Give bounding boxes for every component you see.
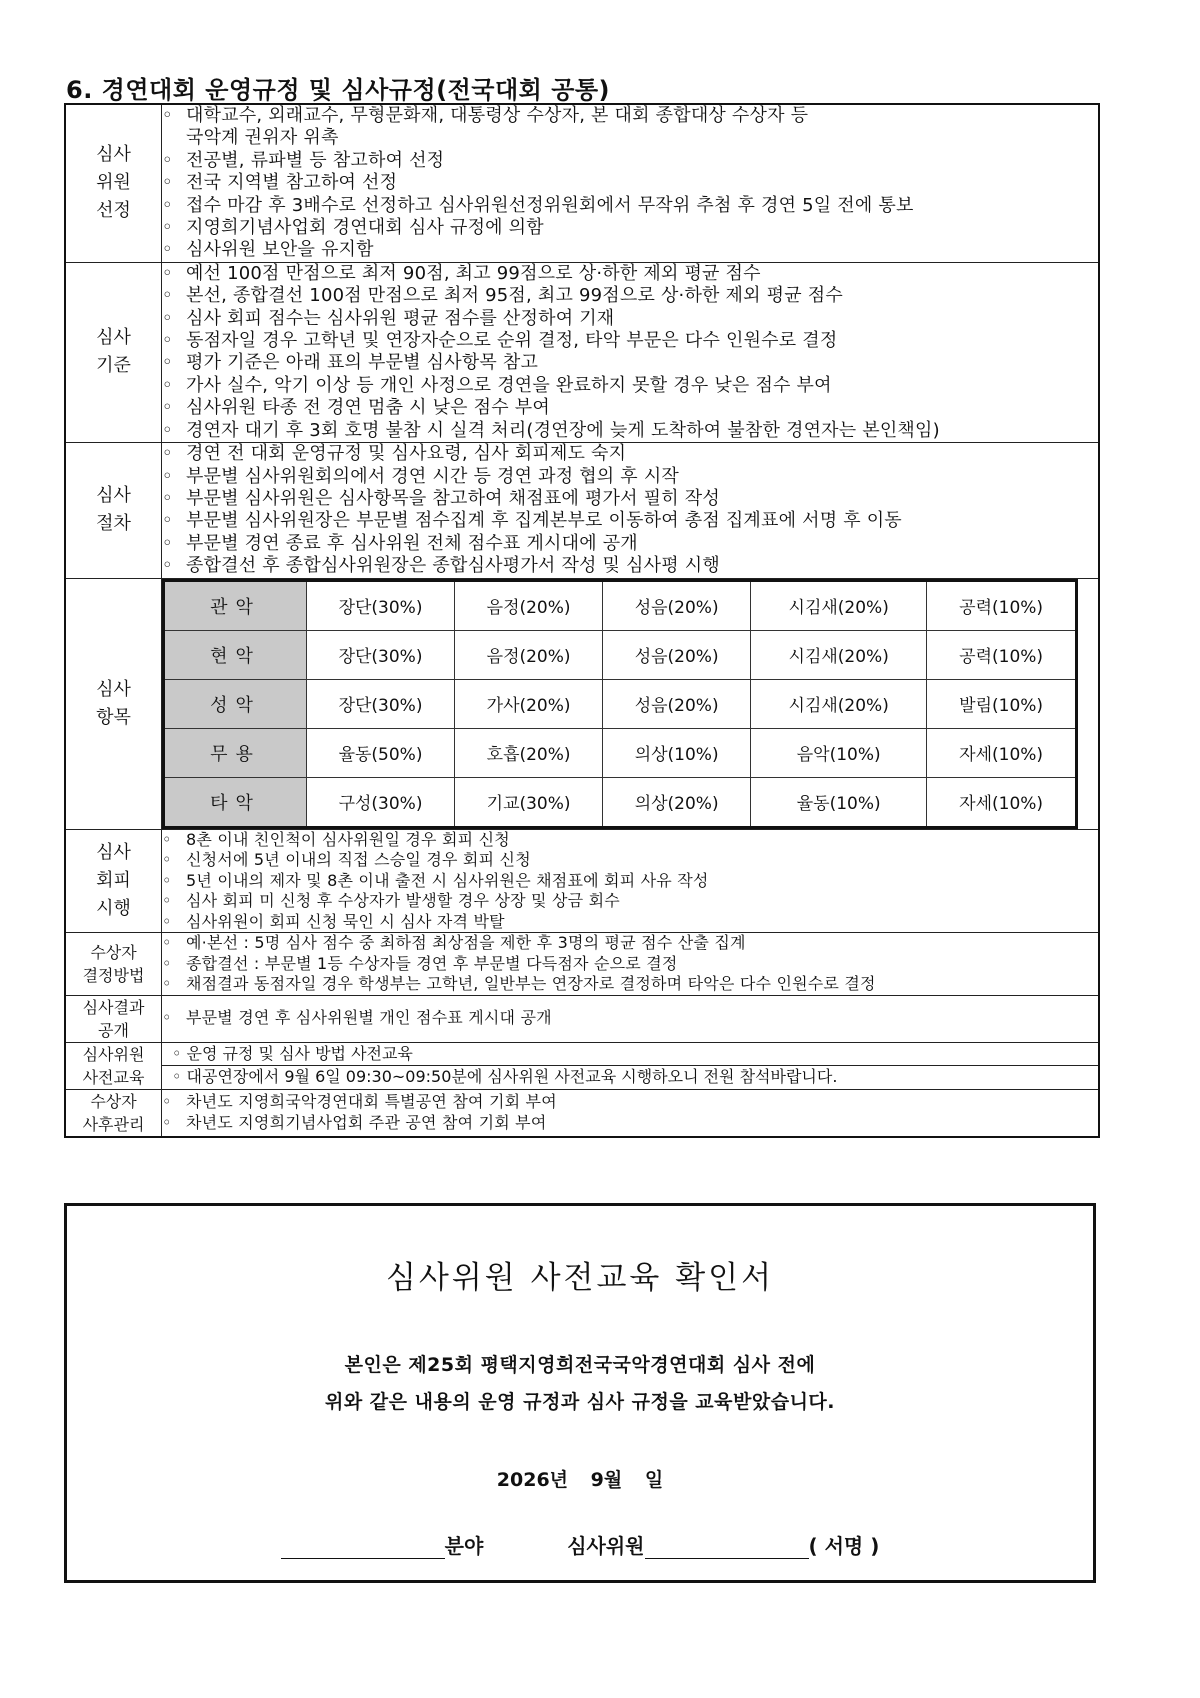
bullet-mark: ◦ bbox=[162, 532, 173, 554]
bullet-mark: ◦ bbox=[162, 953, 172, 973]
confirmation-title: 심사위원 사전교육 확인서 bbox=[385, 1260, 775, 1296]
bullet-item: ◦ 심사위원이 회피 신청 묵인 시 심사 자격 박탈 bbox=[162, 911, 505, 931]
row-label: 심사위원 사전교육 bbox=[65, 1042, 162, 1089]
score-items-table bbox=[162, 579, 1078, 829]
training-item: ◦ 운영 규정 및 심사 방법 사전교육 bbox=[172, 1044, 413, 1064]
procedure-row bbox=[65, 443, 1099, 578]
bullet-list bbox=[162, 933, 1098, 995]
score-row bbox=[164, 777, 1077, 827]
category-cell: 관악 bbox=[164, 580, 307, 630]
bullet-item: ◦ 5년 이내의 제자 및 8촌 이내 출전 시 심사위원은 채점표에 회피 사유 작성 bbox=[162, 870, 709, 890]
training-item: ◦ 대공연장에서 9월 6일 09:30~09:50분에 심사위원 사전교육 시행하오니 전원 참석바랍니다. bbox=[162, 1065, 1098, 1088]
score-row bbox=[164, 728, 1077, 777]
bullet-mark: ◦ bbox=[162, 307, 173, 329]
criterion-cell: 장단(30%) bbox=[307, 630, 455, 679]
bullet-item: ◦ 부문별 경연 종료 후 심사위원 전체 점수표 게시대에 공개 bbox=[162, 532, 638, 554]
criterion-cell: 자세(10%) bbox=[927, 728, 1077, 777]
criterion-cell: 가사(20%) bbox=[455, 679, 603, 728]
sign-label: ( 서명 ) bbox=[808, 1534, 880, 1558]
bullet-mark: ◦ bbox=[162, 374, 173, 396]
bullet-mark: ◦ bbox=[162, 465, 173, 487]
bullet-item: ◦ 전국 지역별 참고하여 선정 bbox=[162, 172, 398, 194]
recusal-row bbox=[65, 829, 1099, 933]
bullet-item: ◦ 심사 회피 미 신청 후 수상자가 발생할 경우 상장 및 상금 회수 bbox=[162, 891, 620, 911]
criterion-cell: 장단(30%) bbox=[307, 679, 455, 728]
bullet-item: ◦ 차년도 지영희기념사업회 주관 공연 참여 기회 부여 bbox=[162, 1112, 547, 1132]
bullet-mark: ◦ bbox=[162, 829, 172, 849]
criterion-cell: 공력(10%) bbox=[927, 580, 1077, 630]
bullet-item: ◦ 심사위원 타종 전 경연 멈춤 시 낮은 점수 부여 bbox=[162, 397, 550, 419]
row-label: 심사 회피 시행 bbox=[65, 829, 162, 933]
confirmation-date: 2026년 9월 일 bbox=[496, 1469, 664, 1491]
judge-label: 심사위원 bbox=[567, 1534, 645, 1558]
criterion-cell: 시김새(20%) bbox=[751, 630, 927, 679]
bullet-mark: ◦ bbox=[162, 510, 173, 532]
criterion-cell: 율동(50%) bbox=[307, 728, 455, 777]
bullet-mark: ◦ bbox=[162, 172, 173, 194]
confirmation-body bbox=[67, 1347, 1093, 1421]
criterion-cell: 음정(20%) bbox=[455, 630, 603, 679]
category-cell: 현악 bbox=[164, 630, 307, 679]
row-label: 수상자 결정방법 bbox=[65, 933, 162, 996]
criterion-cell: 율동(10%) bbox=[751, 777, 927, 827]
bullet-item: ◦ 종합결선 후 종합심사위원장은 종합심사평가서 작성 및 심사평 시행 bbox=[162, 555, 720, 577]
bullet-item: ◦ 부문별 심사위원장은 부문별 점수집계 후 집계본부로 이동하여 총점 집계표에 서명 후 이동 bbox=[162, 510, 902, 532]
bullet-list bbox=[162, 263, 1098, 442]
bullet-item: ◦ 8촌 이내 친인척이 심사위원일 경우 회피 신청 bbox=[162, 829, 510, 849]
category-cell: 타악 bbox=[164, 777, 307, 827]
criterion-cell: 음악(10%) bbox=[751, 728, 927, 777]
bullet-mark: ◦ bbox=[162, 487, 173, 509]
bullet-mark: ◦ bbox=[162, 891, 172, 911]
bullet-item: ◦ 종합결선 : 부문별 1등 수상자들 경연 후 부문별 다득점자 순으로 결정 bbox=[162, 953, 678, 973]
bullet-list bbox=[162, 1008, 1098, 1029]
judge-name-blank[interactable] bbox=[645, 1536, 809, 1559]
bullet-item: ◦ 가사 실수, 악기 이상 등 개인 사정으로 경연을 완료하지 못할 경우 낮은 점수 부여 bbox=[162, 374, 832, 396]
criterion-cell: 성음(20%) bbox=[603, 630, 751, 679]
criterion-cell: 기교(30%) bbox=[455, 777, 603, 827]
bullet-list bbox=[162, 830, 1098, 933]
bullet-continuation: 국악계 권위자 위촉 bbox=[186, 127, 339, 149]
bullet-item: ◦ 심사위원 보안을 유지함 bbox=[162, 239, 374, 261]
bullet-mark: ◦ bbox=[162, 262, 173, 284]
bullet-item: ◦ 부문별 심사위원은 심사항목을 참고하여 채점표에 평가서 필히 작성 bbox=[162, 487, 720, 509]
row-label: 심사 절차 bbox=[65, 443, 162, 578]
bullet-item: ◦ 예선 100점 만점으로 최저 90점, 최고 99점으로 상·하한 제외 평균 점수 bbox=[162, 262, 761, 284]
field-label: 분야 bbox=[444, 1534, 484, 1558]
criterion-cell: 자세(10%) bbox=[927, 777, 1077, 827]
bullet-item: ◦ 신청서에 5년 이내의 직접 스승일 경우 회피 신청 bbox=[162, 850, 531, 870]
category-cell: 성악 bbox=[164, 679, 307, 728]
bullet-mark: ◦ bbox=[162, 933, 172, 953]
score-row bbox=[164, 580, 1077, 630]
bullet-mark: ◦ bbox=[162, 850, 172, 870]
bullet-mark: ◦ bbox=[162, 285, 173, 307]
bullet-mark: ◦ bbox=[162, 974, 172, 994]
row-label: 심사 항목 bbox=[65, 578, 162, 829]
bullet-item: ◦ 동점자일 경우 고학년 및 연장자순으로 순위 결정, 타악 부문은 다수 인원수로 결정 bbox=[162, 330, 838, 352]
bullet-mark: ◦ bbox=[162, 217, 173, 239]
items-row bbox=[65, 578, 1099, 829]
training-row bbox=[65, 1042, 1099, 1089]
row-label: 수상자 사후관리 bbox=[65, 1089, 162, 1137]
signature-line bbox=[67, 1530, 1093, 1559]
bullet-mark: ◦ bbox=[162, 555, 173, 577]
bullet-mark: ◦ bbox=[162, 239, 173, 261]
bullet-mark: ◦ bbox=[162, 1092, 172, 1112]
disclosure-row bbox=[65, 995, 1099, 1042]
bullet-item: ◦ 대학교수, 외래교수, 무형문화재, 대통령상 수상자, 본 대회 종합대상 수상자 등 bbox=[162, 105, 809, 126]
bullet-mark: ◦ bbox=[162, 194, 173, 216]
bullet-mark: ◦ bbox=[162, 419, 173, 441]
row-label: 심사결과 공개 bbox=[65, 995, 162, 1042]
bullet-mark: ◦ bbox=[162, 870, 172, 890]
criterion-cell: 의상(20%) bbox=[603, 777, 751, 827]
bullet-item: ◦ 경연자 대기 후 3회 호명 불참 시 실격 처리(경연장에 늦게 도착하여 불참한 경연자는 본인책임) bbox=[162, 419, 940, 441]
criterion-cell: 호흡(20%) bbox=[455, 728, 603, 777]
criterion-cell: 발림(10%) bbox=[927, 679, 1077, 728]
criteria-row bbox=[65, 262, 1099, 442]
bullet-mark: ◦ bbox=[162, 330, 173, 352]
bullet-mark: ◦ bbox=[162, 911, 172, 931]
bullet-mark: ◦ bbox=[162, 149, 173, 171]
rules-table bbox=[64, 103, 1100, 1138]
bullet-item: ◦ 예·본선 : 5명 심사 점수 중 최하점 최상점을 제한 후 3명의 평균 점수 산출 집계 bbox=[162, 933, 746, 953]
bullet-item: ◦ 평가 기준은 아래 표의 부문별 심사항목 참고 bbox=[162, 352, 539, 374]
bullet-mark: ◦ bbox=[162, 443, 173, 465]
bullet-item: ◦ 차년도 지영희국악경연대회 특별공연 참여 기회 부여 bbox=[162, 1092, 557, 1112]
criterion-cell: 공력(10%) bbox=[927, 630, 1077, 679]
score-row bbox=[164, 679, 1077, 728]
bullet-mark: ◦ bbox=[162, 352, 173, 374]
bullet-item: ◦ 부문별 심사위원회의에서 경연 시간 등 경연 과정 협의 후 시작 bbox=[162, 465, 679, 487]
criterion-cell: 음정(20%) bbox=[455, 580, 603, 630]
bullet-list bbox=[162, 105, 1098, 262]
criterion-cell: 시김새(20%) bbox=[751, 679, 927, 728]
bullet-mark: ◦ bbox=[162, 397, 173, 419]
selection-row bbox=[65, 104, 1099, 262]
bullet-item: ◦ 부문별 경연 후 심사위원별 개인 점수표 게시대 공개 bbox=[162, 1008, 552, 1028]
criterion-cell: 장단(30%) bbox=[307, 580, 455, 630]
bullet-mark: ◦ bbox=[162, 105, 173, 126]
bullet-list bbox=[162, 443, 1098, 577]
criterion-cell: 성음(20%) bbox=[603, 580, 751, 630]
criterion-cell: 의상(10%) bbox=[603, 728, 751, 777]
category-cell: 무용 bbox=[164, 728, 307, 777]
winner-row bbox=[65, 933, 1099, 996]
confirmation-line: 본인은 제25회 평택지영희전국국악경연대회 심사 전에 bbox=[344, 1354, 816, 1376]
row-label: 심사 기준 bbox=[65, 262, 162, 442]
confirmation-line: 위와 같은 내용의 운영 규정과 심사 규정을 교육받았습니다. bbox=[324, 1391, 836, 1413]
bullet-mark: ◦ bbox=[172, 1067, 182, 1087]
score-row bbox=[164, 630, 1077, 679]
confirmation-box bbox=[64, 1203, 1096, 1583]
bullet-item: ◦ 전공별, 류파별 등 참고하여 선정 bbox=[162, 149, 445, 171]
bullet-item: ◦ 지영희기념사업회 경연대회 심사 규정에 의함 bbox=[162, 217, 544, 239]
row-label: 심사 위원 선정 bbox=[65, 104, 162, 262]
bullet-mark: ◦ bbox=[162, 1112, 172, 1132]
bullet-item: ◦ 심사 회피 점수는 심사위원 평균 점수를 산정하여 기재 bbox=[162, 307, 615, 329]
bullet-item: ◦ 경연 전 대회 운영규정 및 심사요령, 심사 회피제도 숙지 bbox=[162, 443, 627, 465]
criterion-cell: 성음(20%) bbox=[603, 679, 751, 728]
criterion-cell: 시김새(20%) bbox=[751, 580, 927, 630]
criterion-cell: 구성(30%) bbox=[307, 777, 455, 827]
bullet-item: ◦ 본선, 종합결선 100점 만점으로 최저 95점, 최고 99점으로 상·하한 제외 평균 점수 bbox=[162, 285, 843, 307]
aftercare-row bbox=[65, 1089, 1099, 1137]
page-title: 6. 경연대회 운영규정 및 심사규정(전국대회 공통) bbox=[66, 76, 611, 104]
field-blank[interactable] bbox=[281, 1536, 445, 1559]
bullet-mark: ◦ bbox=[162, 1008, 172, 1028]
bullet-item: ◦ 채점결과 동점자일 경우 학생부는 고학년, 일반부는 연장자로 결정하며 타악은 다수 인원수로 결정 bbox=[162, 974, 876, 994]
bullet-list bbox=[162, 1092, 1098, 1133]
bullet-item: ◦ 접수 마감 후 3배수로 선정하고 심사위원선정위원회에서 무작위 추첨 후 경연 5일 전에 통보 bbox=[162, 194, 914, 216]
bullet-mark: ◦ bbox=[172, 1044, 182, 1064]
